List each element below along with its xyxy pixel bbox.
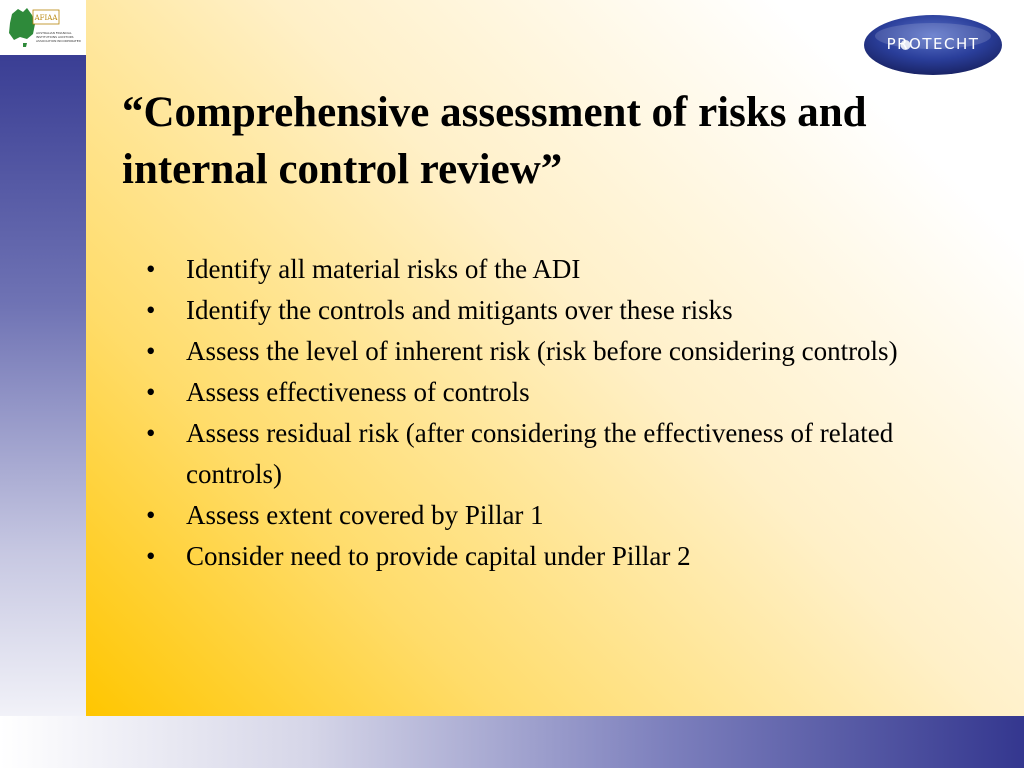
bullet-item [146,536,906,577]
afiaa-logo [0,0,86,55]
protecht-logo [863,14,1003,76]
bullet-text: Identify all material risks of the ADI [186,254,581,284]
bullet-icon: • [146,295,156,325]
bullet-icon: • [146,254,156,284]
bottom-decorative-band [0,716,1024,768]
bullet-item [146,290,906,331]
bullet-text: Assess the level of inherent risk (risk before considering controls) [186,336,898,366]
protecht-wordmark: PROTECHT [886,35,980,53]
bullet-item [146,249,906,290]
bullet-text: Consider need to provide capital under Pillar 2 [186,541,691,571]
bullet-text: Assess extent covered by Pillar 1 [186,500,544,530]
bullet-item [146,495,906,536]
bullet-list [146,249,906,577]
bullet-text: Assess residual risk (after considering the effectiveness of related controls) [186,418,894,489]
afiaa-badge-text: AFIAA [34,14,58,22]
afiaa-badge [32,4,82,30]
bullet-icon: • [146,500,156,530]
afiaa-organization-name: AUSTRALIAN FINANCIAL INSTITUTIONS AUDITORS ASSOCIATION INCORPORATED [36,31,81,43]
bullet-item [146,413,906,495]
bullet-icon: • [146,541,156,571]
bullet-text: Assess effectiveness of controls [186,377,530,407]
bullet-icon: • [146,336,156,366]
bullet-item [146,372,906,413]
slide-title: “Comprehensive assessment of risks and internal control review” [122,89,867,193]
bullet-item [146,331,906,372]
bullet-text: Identify the controls and mitigants over these risks [186,295,733,325]
bullet-icon: • [146,418,156,448]
bullet-icon: • [146,377,156,407]
left-decorative-band [0,55,86,768]
